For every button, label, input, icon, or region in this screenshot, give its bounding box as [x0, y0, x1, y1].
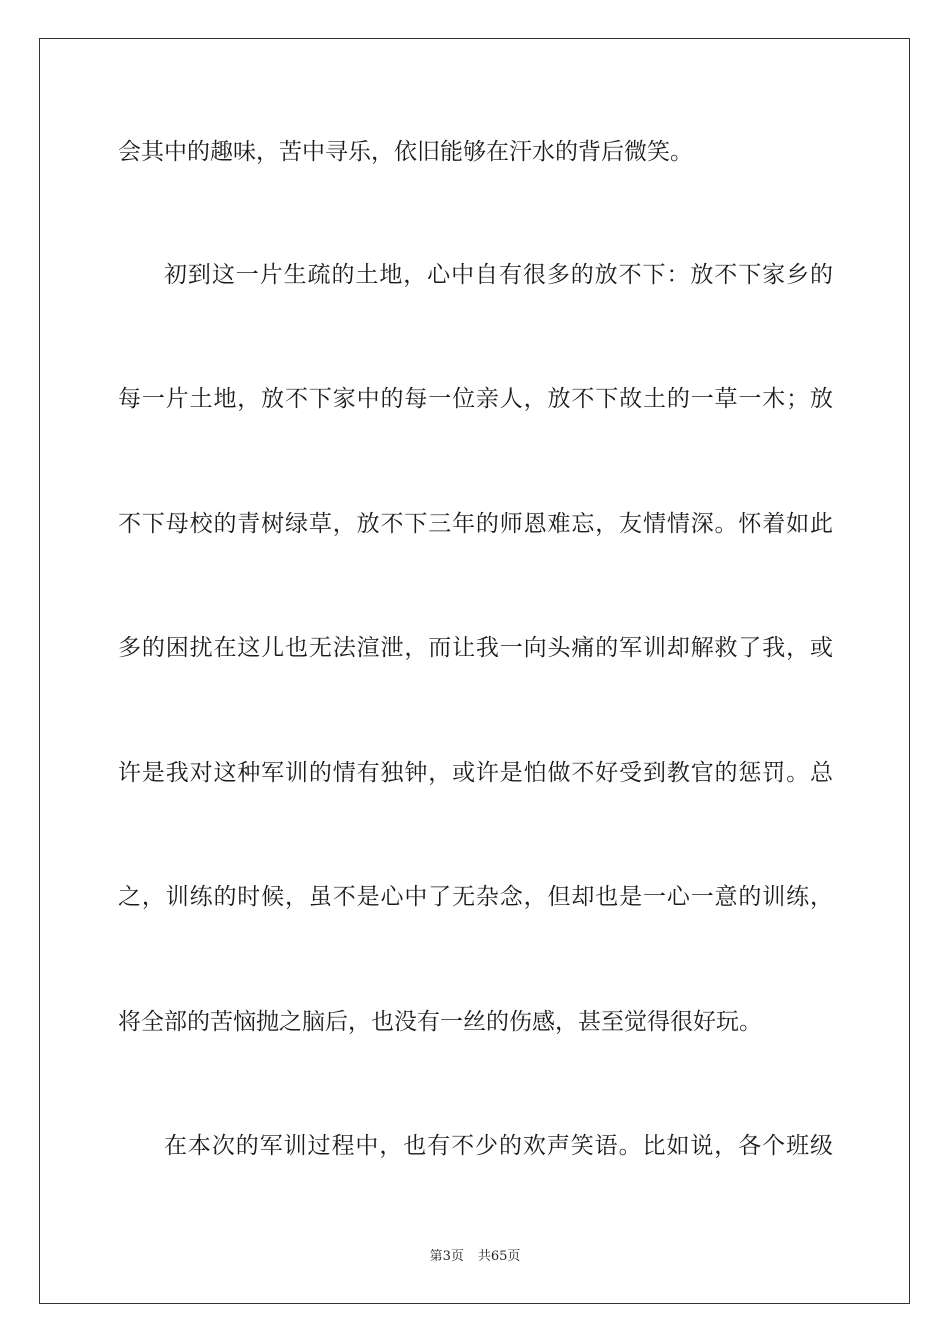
paragraph-line: 每一片土地，放不下家中的每一位亲人，放不下故土的一草一木；放 — [118, 386, 833, 412]
total-pages: 共65页 — [477, 1249, 521, 1264]
page-border — [39, 38, 910, 1304]
page-number: 第3页 — [429, 1249, 464, 1264]
paragraph-line: 在本次的军训过程中，也有不少的欢声笑语。比如说，各个班级 — [164, 1133, 833, 1159]
page-footer — [0, 1248, 950, 1266]
paragraph-line: 许是我对这种军训的情有独钟，或许是怕做不好受到教官的惩罚。总 — [118, 760, 833, 786]
paragraph-line: 不下母校的青树绿草，放不下三年的师恩难忘，友情情深。怀着如此 — [118, 511, 833, 537]
paragraph-line: 多的困扰在这儿也无法渲泄，而让我一向头痛的军训却解救了我，或 — [118, 635, 833, 661]
paragraph-line: 会其中的趣味，苦中寻乐，依旧能够在汗水的背后微笑。 — [118, 139, 693, 165]
paragraph-line: 将全部的苦恼抛之脑后，也没有一丝的伤感，甚至觉得很好玩。 — [118, 1009, 762, 1035]
paragraph-line: 初到这一片生疏的土地，心中自有很多的放不下：放不下家乡的 — [164, 262, 833, 288]
paragraph-line: 之，训练的时候，虽不是心中了无杂念，但却也是一心一意的训练， — [118, 884, 833, 910]
